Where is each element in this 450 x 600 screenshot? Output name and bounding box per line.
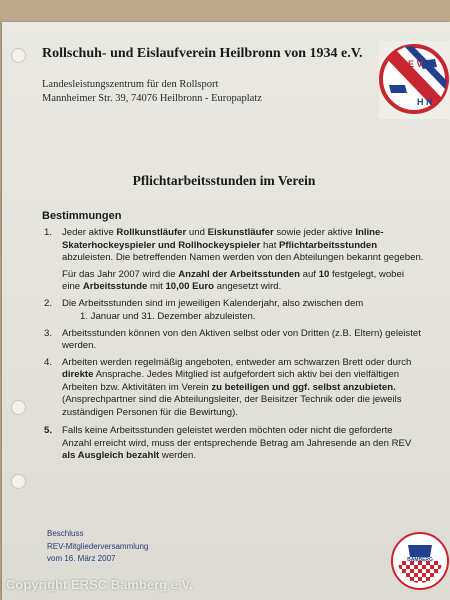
item-2-paragraph-2: 1. Januar und 31. Dezember abzuleisten.	[80, 311, 256, 322]
item-1-paragraph-2: Für das Jahr 2007 wird die Anzahl der Arbeitsstunden auf 10 festgelegt, wobei eine Arbeitsstunde mit 10,00 Euro angesetzt wird.	[62, 268, 404, 292]
copyright-watermark: Copyright ERSC Bamberg e.V.	[6, 577, 193, 592]
footer-line-3: vom 16. März 2007	[47, 554, 116, 563]
section-heading: Bestimmungen	[42, 210, 122, 222]
seal-text: BAMBERG	[407, 557, 433, 563]
item-number: 4.	[44, 356, 53, 368]
address-line-1: Landesleistungszentrum für den Rollsport	[42, 79, 219, 90]
document-title: Pflichtarbeitsstunden im Verein	[132, 173, 316, 188]
logo-bottom-letters: H N	[417, 97, 433, 107]
punch-hole	[11, 400, 26, 415]
address-line-2: Mannheimer Str. 39, 74076 Heilbronn - Europaplatz	[42, 93, 262, 104]
item-5-paragraph-1: Falls keine Arbeitsstunden geleistet werden möchten oder nicht die geforderte Anzahl erreicht wird, muss der entsprechende Betrag am Jahresende an den REV als Ausgleich bezahlt werden.	[62, 425, 412, 461]
list-item-5	[44, 425, 424, 463]
item-number: 1.	[44, 227, 53, 238]
list-item-4	[44, 357, 424, 420]
logo-top-letters: R E V	[399, 59, 423, 69]
item-3-paragraph-1: Arbeitsstunden können von den Aktiven selbst oder von Dritten (z.B. Eltern) geleistet werden.	[62, 327, 421, 351]
footer-line-1: Beschluss	[47, 529, 84, 538]
item-number: 2.	[44, 297, 53, 309]
punch-hole	[11, 48, 26, 63]
list-item-3	[44, 328, 424, 353]
rules-list	[44, 227, 424, 467]
item-1-paragraph-1: Jeder aktive Rollkunstläufer und Eiskunstläufer sowie jeder aktive Inline-Skaterhockeyspieler und Rollhockeyspieler hat Pflichtarbeitsstunden abzuleisten. Die betreffenden Namen werden von den Abteilungen bekannt gegeben.	[62, 227, 424, 263]
item-2-paragraph-1: Die Arbeitsstunden sind im jeweiligen Kalenderjahr, also zwischen dem	[62, 297, 364, 309]
list-item-1	[44, 227, 424, 294]
resolution-footer	[47, 528, 148, 566]
club-logo-icon	[379, 41, 449, 119]
club-name: Rollschuh- und Eislaufverein Heilbronn von 1934 e.V.	[42, 46, 363, 61]
club-address	[42, 78, 262, 106]
punch-hole	[11, 474, 26, 489]
list-item-2	[44, 298, 424, 324]
item-number: 3.	[44, 327, 53, 339]
item-4-paragraph-1: Arbeiten werden regelmäßig angeboten, entweder am schwarzen Brett oder durch direkte Ansprache. Jedes Mitglied ist aufgefordert sich aktiv bei den vielfältigen Arbeiten bzw. Aktivitäten im Verein zu beteiligen und ggf. selbst anzubieten. (Ansprechpartner sind die Abteilungsleiter, der Beisitzer Technik oder die jeweils zuständigen Personen für die Bewirtung).	[62, 356, 412, 418]
footer-line-2: REV-Mitgliederversammlung	[47, 541, 149, 551]
bamberg-seal-icon	[390, 525, 450, 595]
item-number: 5.	[44, 425, 53, 436]
